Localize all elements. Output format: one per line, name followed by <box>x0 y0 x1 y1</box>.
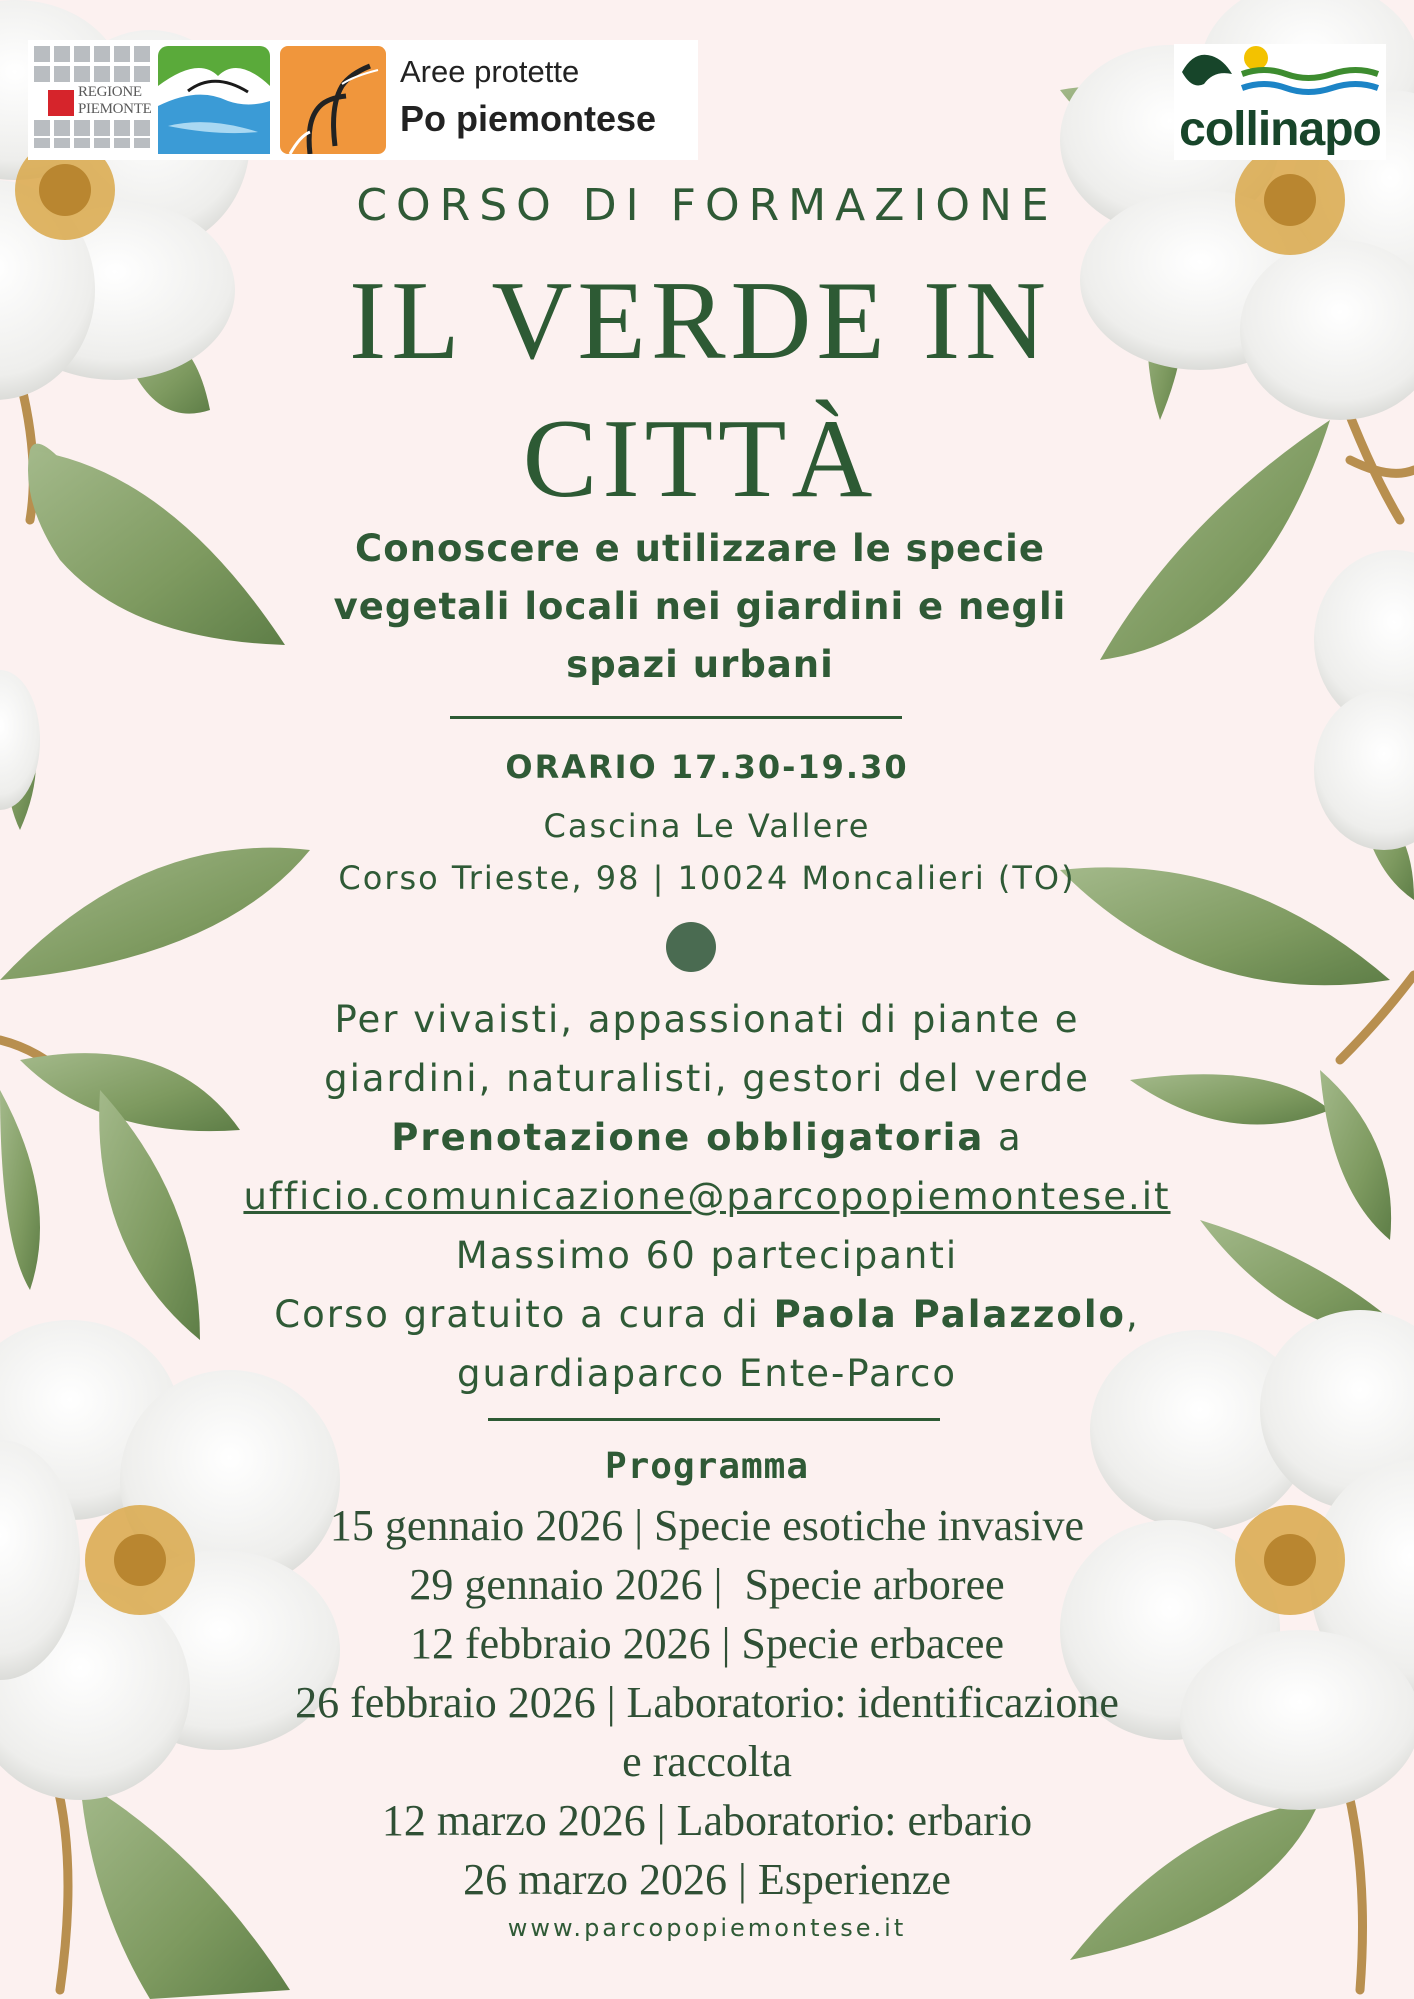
course-prefix: Corso gratuito a cura di <box>274 1293 774 1336</box>
divider-bottom <box>488 1418 940 1421</box>
po-piemontese-text: Po piemontese <box>400 98 657 139</box>
title-line-2: CITTÀ <box>522 397 878 521</box>
website-link[interactable]: www.parcopopiemontese.it <box>507 1914 907 1942</box>
teacher-line <box>0 1285 1414 1344</box>
collinapo-logo <box>1174 44 1386 160</box>
piemonte-logo-text: PIEMONTE <box>78 101 152 117</box>
program-item: 12 marzo 2026 | Laboratorio: erbario <box>381 1796 1033 1845</box>
collinapo-bird-icon <box>1174 44 1386 104</box>
audience-line-2: giardini, naturalisti, gestori del verde <box>324 1057 1090 1100</box>
page-title <box>240 252 1160 528</box>
teacher-name: Paola Palazzolo <box>773 1293 1126 1336</box>
divider-top <box>450 716 902 719</box>
program-heading: Programma <box>604 1446 810 1487</box>
program-list <box>0 1496 1414 1909</box>
partner-logos <box>28 40 698 160</box>
aree-protette-text: Aree protette <box>400 54 580 89</box>
program-item: 15 gennaio 2026 | Specie esotiche invasive <box>329 1501 1085 1550</box>
max-participants: Massimo 60 partecipanti <box>455 1234 959 1277</box>
heron-logo <box>280 46 386 154</box>
separator-dot <box>666 922 716 972</box>
booking-email-link[interactable]: ufficio.comunicazione@parcopopiemontese.it <box>243 1175 1171 1218</box>
course-suffix: , <box>1125 1293 1140 1336</box>
course-info <box>0 990 1414 1403</box>
subtitle: Conoscere e utilizzare le specie vegetali locali nei giardini e negli spazi urbani <box>333 527 1067 686</box>
venue-address: Corso Trieste, 98 | 10024 Moncalieri (TO) <box>338 859 1076 897</box>
program-item: 29 gennaio 2026 | Specie arboree <box>409 1560 1005 1609</box>
course-label: CORSO DI FORMAZIONE <box>356 180 1058 231</box>
po-river-logo <box>158 46 270 154</box>
regione-logo-text: REGIONE <box>78 84 142 100</box>
teacher-role: guardiaparco Ente-Parco <box>456 1352 958 1395</box>
location <box>0 800 1414 904</box>
collinapo-text: collinapo <box>1179 103 1381 156</box>
regione-piemonte-logo <box>34 46 150 154</box>
booking-line <box>0 1108 1414 1167</box>
booking-required: Prenotazione obbligatoria <box>391 1116 985 1159</box>
schedule-time: ORARIO 17.30-19.30 <box>505 748 909 786</box>
regione-flag-icon <box>48 90 74 116</box>
booking-suffix: a <box>984 1116 1023 1159</box>
title-line-1: IL VERDE IN <box>348 259 1051 383</box>
program-item: 26 marzo 2026 | Esperienze <box>463 1855 951 1904</box>
venue-name: Cascina Le Vallere <box>543 807 871 845</box>
audience-line-1: Per vivaisti, appassionati di piante e <box>334 998 1080 1041</box>
program-item-continued: e raccolta <box>622 1737 792 1786</box>
program-item: 26 febbraio 2026 | Laboratorio: identificazione <box>295 1678 1119 1727</box>
program-item: 12 febbraio 2026 | Specie erbacee <box>410 1619 1004 1668</box>
